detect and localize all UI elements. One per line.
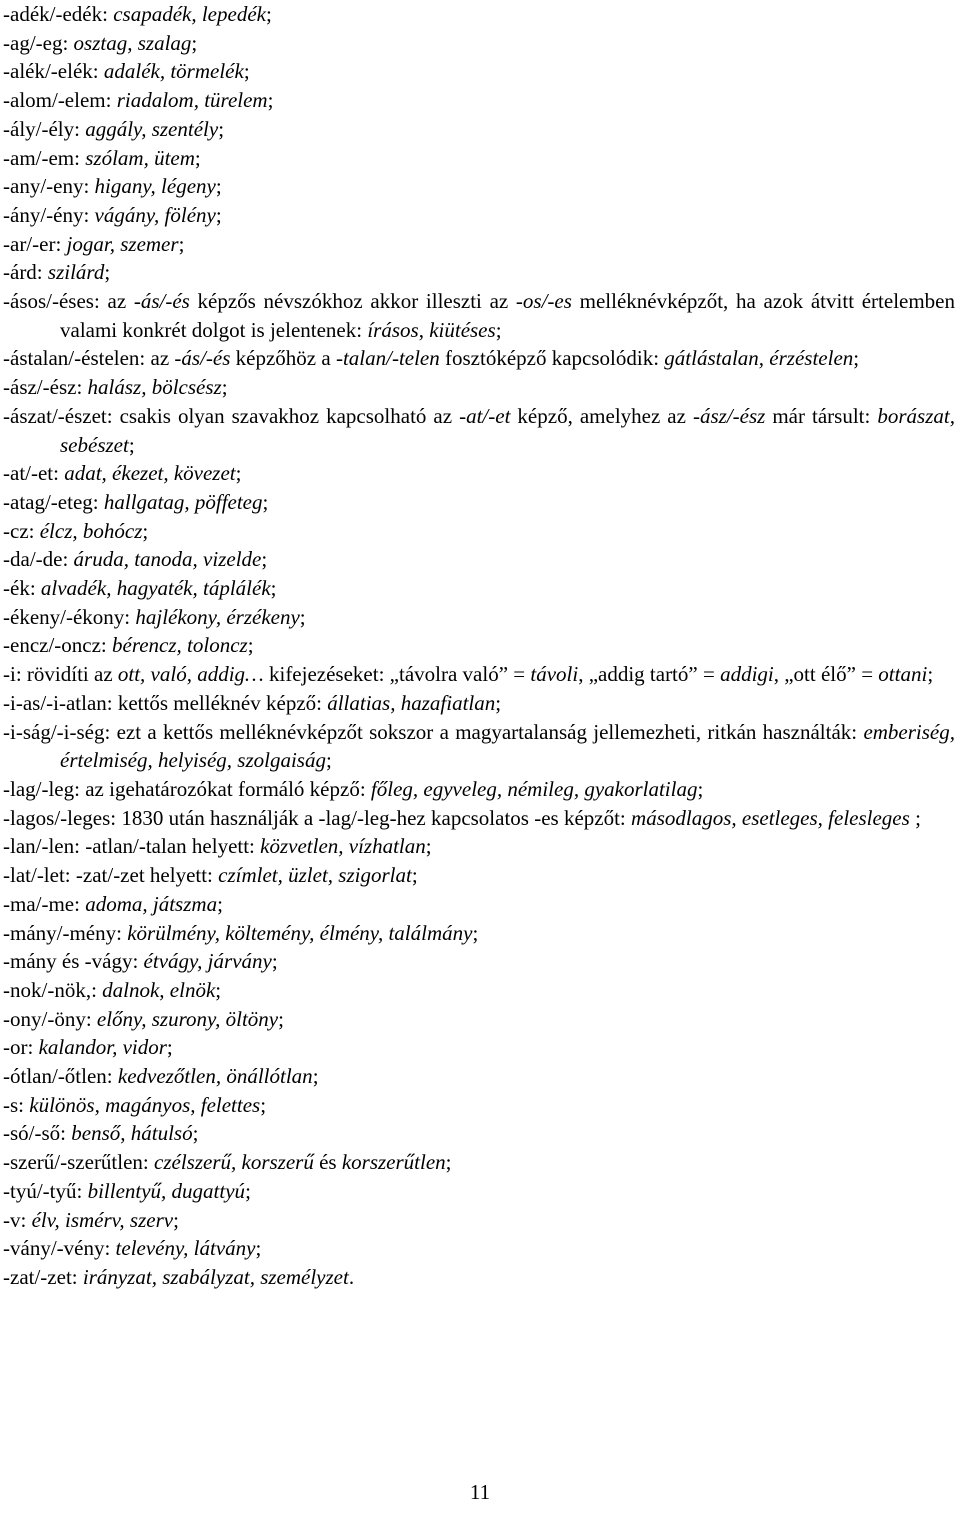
entry-text: ; (215, 977, 222, 1002)
entry-text: ; (166, 1035, 173, 1060)
entry-text: ; (128, 432, 135, 457)
entry-text: ; (267, 88, 274, 113)
suffix-entry (3, 172, 955, 201)
suffix-entry (3, 631, 955, 660)
example-text: hallgatag, pöffeteg (103, 489, 263, 514)
entry-text: -encz/-oncz: (3, 633, 113, 658)
page-number: 11 (469, 1480, 491, 1504)
entry-text: -lag/-leg: az igehatározókat formáló képző: (3, 776, 371, 801)
suffix-entry (3, 230, 955, 259)
example-text: gátlástalan, érzéstelen (664, 346, 854, 371)
entry-text: és (313, 1150, 342, 1175)
suffix-entry (3, 1119, 955, 1148)
entry-text: -ag/-eg: (3, 30, 74, 55)
suffix-entry (3, 1005, 955, 1034)
entry-text: ; (215, 202, 222, 227)
suffix-entry (3, 919, 955, 948)
entry-text: -lat/-let: -zat/-zet helyett: (3, 863, 219, 888)
suffix-entry (3, 201, 955, 230)
entry-text: -ar/-er: (3, 231, 67, 256)
suffix-entry (3, 459, 955, 488)
suffix-entry (3, 144, 955, 173)
example-text: dalnok, elnök (102, 977, 216, 1002)
example-text: élv, ismérv, szerv (31, 1207, 174, 1232)
entry-text: ; (411, 863, 418, 888)
example-text: írásos (367, 317, 419, 342)
example-text: bérencz, toloncz (112, 633, 248, 658)
suffix-entry (3, 603, 955, 632)
suffix-list (3, 0, 955, 1292)
entry-text: -só/-ső: (3, 1121, 72, 1146)
entry-text: ; (255, 1236, 262, 1261)
entry-text: ; (261, 547, 268, 572)
entry-text: ; (215, 174, 222, 199)
entry-text: ; (265, 2, 272, 26)
suffix-entry (3, 373, 955, 402)
entry-text: -ály/-ély: (3, 116, 86, 141)
entry-text: -atag/-eteg: (3, 489, 104, 514)
example-text: különös, magányos, felettes (29, 1092, 261, 1117)
suffix-entry (3, 718, 955, 775)
entry-text: , (418, 317, 430, 342)
entry-text: -ékeny/-ékony: (3, 604, 136, 629)
example-text: közvetlen, vízhatlan (260, 834, 426, 859)
entry-text: , „addig tartó” = (578, 662, 721, 687)
entry-text: -am/-em: (3, 145, 86, 170)
entry-text: ; (178, 231, 185, 256)
example-text: adat, ékezet, kövezet (64, 461, 236, 486)
example-text: -ász/-ész (692, 403, 766, 428)
example-text: adoma, játszma (85, 891, 218, 916)
entry-text: ; (191, 30, 198, 55)
example-text: borászat, sebészet (60, 403, 955, 457)
entry-text: melléknévképzőt, ha azok átvitt értelemben valami konkrét dolgot is jelentenek: (60, 289, 956, 342)
entry-text: képzős névszókhoz akkor illeszti az (189, 289, 516, 314)
suffix-entry (3, 890, 955, 919)
entry-text: -ék: (3, 576, 41, 601)
entry-text: ; (217, 891, 223, 916)
entry-text: -nok/-nök,: (3, 977, 103, 1002)
example-text: adalék, törmelék (103, 59, 244, 84)
suffix-entry (3, 574, 955, 603)
entry-text: -or: (3, 1035, 39, 1060)
suffix-entry (3, 115, 955, 144)
entry-text: ; (472, 920, 479, 945)
suffix-entry (3, 1062, 955, 1091)
example-text: távoli (530, 662, 579, 687)
example-text: -talan/-telen (335, 346, 440, 371)
example-text: főleg, egyveleg, némileg, gyakorlatilag (370, 776, 698, 801)
entry-text: -ásos/-éses: az (3, 289, 134, 314)
example-text: étvágy, járvány (143, 949, 272, 974)
entry-text: ; (218, 116, 225, 141)
suffix-entry (3, 344, 955, 373)
suffix-entry (3, 1091, 955, 1120)
example-text: higany, légeny (94, 174, 216, 199)
entry-text: -alék/-elék: (3, 59, 104, 84)
entry-text: , „ott élő” = (773, 662, 879, 687)
example-text: osztag, szalag (73, 30, 192, 55)
suffix-entry (3, 832, 955, 861)
example-text: benső, hátulsó (71, 1121, 193, 1146)
suffix-entry (3, 1206, 955, 1235)
example-text: jogar, szemer (66, 231, 179, 256)
entry-text: ; (697, 776, 704, 801)
example-text: halász, bölcsész (87, 375, 222, 400)
suffix-entry (3, 287, 955, 344)
entry-text: -i-ság/-i-ség: ezt a kettős melléknévképzőt sokszor a magyartalanság jellemezheti, ritkán használták: (3, 719, 864, 744)
entry-text: ; (445, 1150, 452, 1175)
example-text: emberiség, értelmiség, helyiség, szolgaiság (60, 719, 955, 773)
example-text: -os/-es (515, 289, 572, 314)
entry-text: ; (173, 1207, 179, 1232)
entry-text: . (348, 1264, 355, 1289)
example-text: kedvezőtlen, önállótlan (117, 1064, 313, 1089)
entry-text: ; (299, 604, 306, 629)
suffix-entry (3, 1234, 955, 1263)
entry-text: ; (262, 489, 269, 514)
entry-text: -da/-de: (3, 547, 74, 572)
entry-text: ; (221, 375, 228, 400)
entry-text: -cz: (3, 518, 40, 543)
entry-text: -ma/-me: (3, 891, 86, 916)
entry-text: -adék/-edék: (3, 2, 114, 26)
example-text: kiütéses (429, 317, 496, 342)
example-text: televény, látvány (115, 1236, 256, 1261)
example-text: élcz, bohócz (39, 518, 143, 543)
example-text: billentyű, dugattyú (87, 1178, 246, 1203)
example-text: csapadék, lepedék (113, 2, 266, 26)
entry-text: -ástalan/-éstelen: az (3, 346, 175, 371)
example-text: addigi (720, 662, 774, 687)
entry-text: -at/-et: (3, 461, 65, 486)
suffix-entry (3, 804, 955, 833)
example-text: állatias, hazafiatlan (327, 690, 496, 715)
entry-text: ; (194, 145, 201, 170)
entry-text: ; (271, 949, 278, 974)
example-text: szilárd (47, 260, 105, 285)
suffix-entry (3, 1033, 955, 1062)
example-text: alvadék, hagyaték, táplálék (40, 576, 271, 601)
example-text: -ás/-és (133, 289, 190, 314)
suffix-entry (3, 86, 955, 115)
suffix-entry (3, 29, 955, 58)
entry-text: -ász/-ész: (3, 375, 88, 400)
suffix-entry (3, 775, 955, 804)
example-text: szólam, ütem (85, 145, 195, 170)
entry-text: ; (247, 633, 254, 658)
entry-text: ; (235, 461, 242, 486)
suffix-entry (3, 861, 955, 890)
entry-text: ; (909, 805, 921, 830)
suffix-entry (3, 1177, 955, 1206)
entry-text: -i: rövidíti az (3, 662, 118, 687)
example-text: áruda, tanoda, vizelde (73, 547, 262, 572)
entry-text: -árd: (3, 260, 48, 285)
entry-text: fosztóképző kapcsolódik: (439, 346, 665, 371)
entry-text: ; (495, 317, 502, 342)
entry-text: ; (192, 1121, 199, 1146)
entry-text: -lan/-len: -atlan/-talan helyett: (3, 834, 261, 859)
entry-text: képzőhöz a (230, 346, 336, 371)
example-text: körülmény, költemény, élmény, találmány (127, 920, 473, 945)
entry-text: -s: (3, 1092, 30, 1117)
entry-text: -tyú/-tyű: (3, 1178, 88, 1203)
entry-text: -i-as/-i-atlan: kettős melléknév képző: (3, 690, 328, 715)
entry-text: képző, amelyhez az (510, 403, 693, 428)
example-text: czímlet, üzlet, szigorlat (218, 863, 412, 888)
suffix-entry (3, 976, 955, 1005)
entry-text: már társult: (765, 403, 878, 428)
example-text: riadalom, türelem (116, 88, 268, 113)
suffix-entry (3, 689, 955, 718)
entry-text: ; (260, 1092, 267, 1117)
suffix-entry (3, 1148, 955, 1177)
entry-text: ; (495, 690, 502, 715)
example-text: korszerűtlen (341, 1150, 446, 1175)
entry-text: -zat/-zet: (3, 1264, 83, 1289)
suffix-entry (3, 1263, 955, 1292)
example-text: ott, való, addig… (117, 662, 264, 687)
entry-text: ; (278, 1006, 284, 1031)
entry-text: -szerű/-szerűtlen: (3, 1150, 155, 1175)
example-text: irányzat, szabályzat, személyzet (82, 1264, 349, 1289)
entry-text: -ótlan/-őtlen: (3, 1064, 118, 1089)
entry-text: ; (104, 260, 111, 285)
entry-text: ; (425, 834, 432, 859)
example-text: előny, szurony, öltöny (96, 1006, 279, 1031)
example-text: hajlékony, érzékeny (135, 604, 300, 629)
entry-text: -ány/-ény: (3, 202, 95, 227)
example-text: másodlagos, esetleges, felesleges (631, 805, 910, 830)
suffix-entry (3, 488, 955, 517)
entry-text: -vány/-vény: (3, 1236, 116, 1261)
example-text: vágány, fölény (94, 202, 216, 227)
suffix-entry (3, 57, 955, 86)
suffix-entry (3, 0, 955, 29)
entry-text: ; (853, 346, 860, 371)
suffix-entry (3, 402, 955, 459)
entry-text: ; (142, 518, 149, 543)
suffix-entry (3, 660, 955, 689)
entry-text: kifejezéseket: „távolra való” = (263, 662, 531, 687)
suffix-entry (3, 517, 955, 546)
example-text: -ás/-és (174, 346, 231, 371)
suffix-entry (3, 545, 955, 574)
example-text: -at/-et (459, 403, 511, 428)
example-text: kalandor, vidor (38, 1035, 167, 1060)
example-text: aggály, szentély (85, 116, 219, 141)
entry-text: ; (312, 1064, 319, 1089)
entry-text: ; (270, 576, 277, 601)
entry-text: -mány/-mény: (3, 920, 128, 945)
example-text: czélszerű, korszerű (154, 1150, 314, 1175)
entry-text: ; (927, 662, 934, 687)
suffix-entry (3, 258, 955, 287)
entry-text: -lagos/-leges: 1830 után használják a -lag/-leg-hez kapcsolatos -es képzőt: (3, 805, 632, 830)
entry-text: -v: (3, 1207, 32, 1232)
entry-text: ; (243, 59, 250, 84)
entry-text: -mány és -vágy: (3, 949, 144, 974)
entry-text: -ászat/-észet: csakis olyan szavakhoz kapcsolható az (3, 403, 460, 428)
entry-text: -any/-eny: (3, 174, 95, 199)
entry-text: ; (245, 1178, 251, 1203)
suffix-entry (3, 947, 955, 976)
entry-text: -ony/-öny: (3, 1006, 97, 1031)
entry-text: -alom/-elem: (3, 88, 117, 113)
example-text: ottani (878, 662, 928, 687)
entry-text: ; (325, 748, 332, 773)
